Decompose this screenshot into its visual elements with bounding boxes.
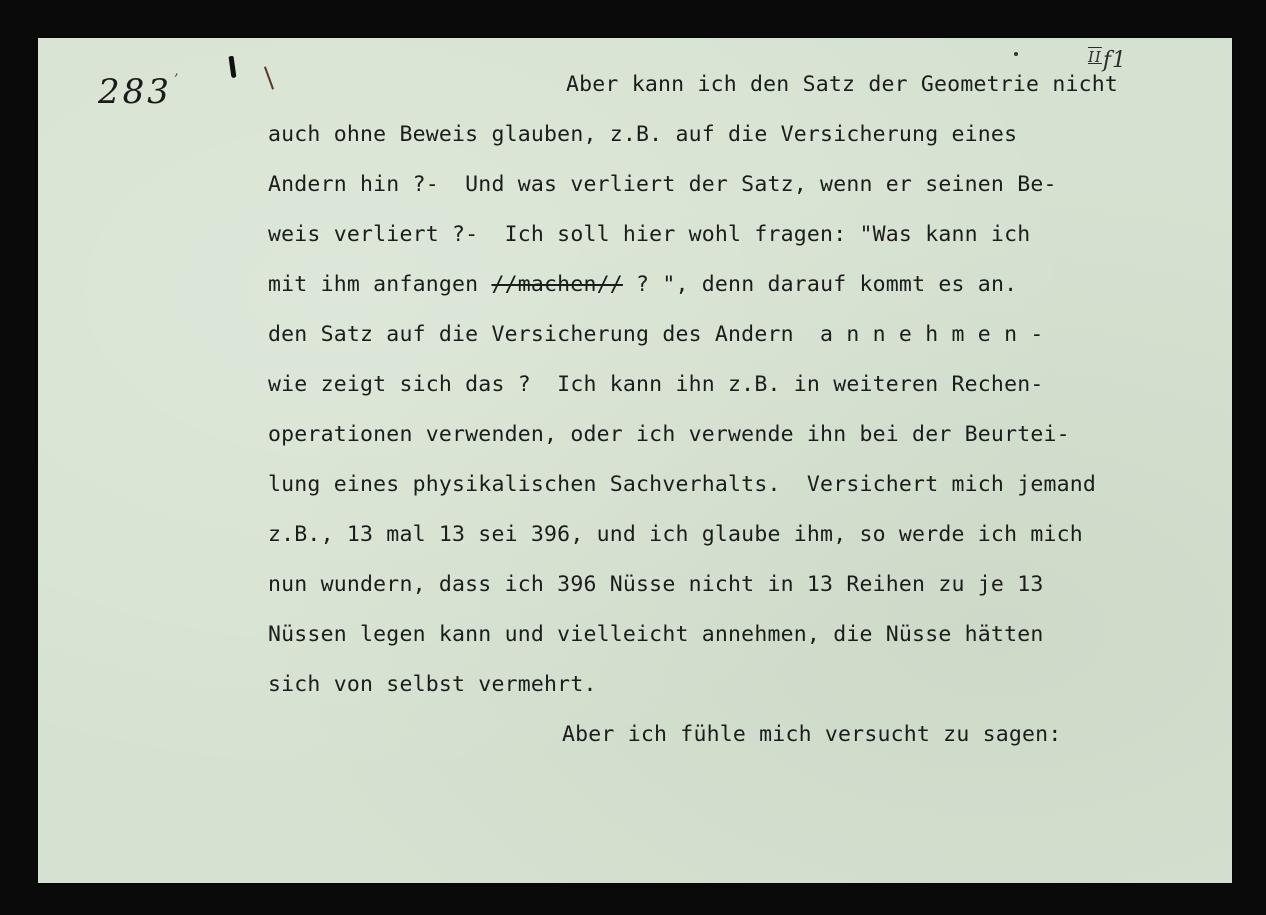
- page-number: [98, 72, 181, 112]
- text-line: sich von selbst vermehrt.: [268, 672, 597, 697]
- text-segment: mit ihm anfangen: [268, 272, 492, 297]
- text-line: [268, 272, 1017, 297]
- margin-note-roman: II: [1088, 48, 1102, 66]
- text-line: operationen verwenden, oder ich verwende ihn bei der Beurtei-: [268, 422, 1070, 447]
- struck-text: //machen//: [491, 272, 623, 297]
- text-line: wie zeigt sich das ? Ich kann ihn z.B. in weiteren Rechen-: [268, 372, 1044, 397]
- text-line: Nüssen legen kann und vielleicht annehmen, die Nüsse hätten: [268, 622, 1044, 647]
- text-line: Aber ich fühle mich versucht zu sagen:: [562, 722, 1062, 747]
- text-line: den Satz auf die Versicherung des Andern a n n e h m e n -: [268, 322, 1044, 347]
- text-line: weis verliert ?- Ich soll hier wohl fragen: "Was kann ich: [268, 222, 1031, 247]
- ink-dot: [1014, 52, 1018, 56]
- text-line: z.B., 13 mal 13 sei 396, und ich glaube ihm, so werde ich mich: [268, 522, 1083, 547]
- margin-note: [1088, 48, 1127, 73]
- text-segment: ? ", denn darauf kommt es an.: [622, 272, 1018, 297]
- text-line: auch ohne Beweis glauben, z.B. auf die Versicherung eines: [268, 122, 1018, 147]
- text-line: Andern hin ?- Und was verliert der Satz, wenn er seinen Be-: [268, 172, 1057, 197]
- page-number-mark: ’: [173, 72, 182, 88]
- margin-note-number: f1: [1102, 48, 1127, 73]
- text-line: nun wundern, dass ich 396 Nüsse nicht in 13 Reihen zu je 13: [268, 572, 1044, 597]
- text-line: Aber kann ich den Satz der Geometrie nicht: [566, 72, 1119, 97]
- text-line: lung eines physikalischen Sachverhalts. Versichert mich jemand: [268, 472, 1097, 497]
- document-page: [38, 38, 1232, 883]
- page-number-value: 283: [98, 72, 172, 112]
